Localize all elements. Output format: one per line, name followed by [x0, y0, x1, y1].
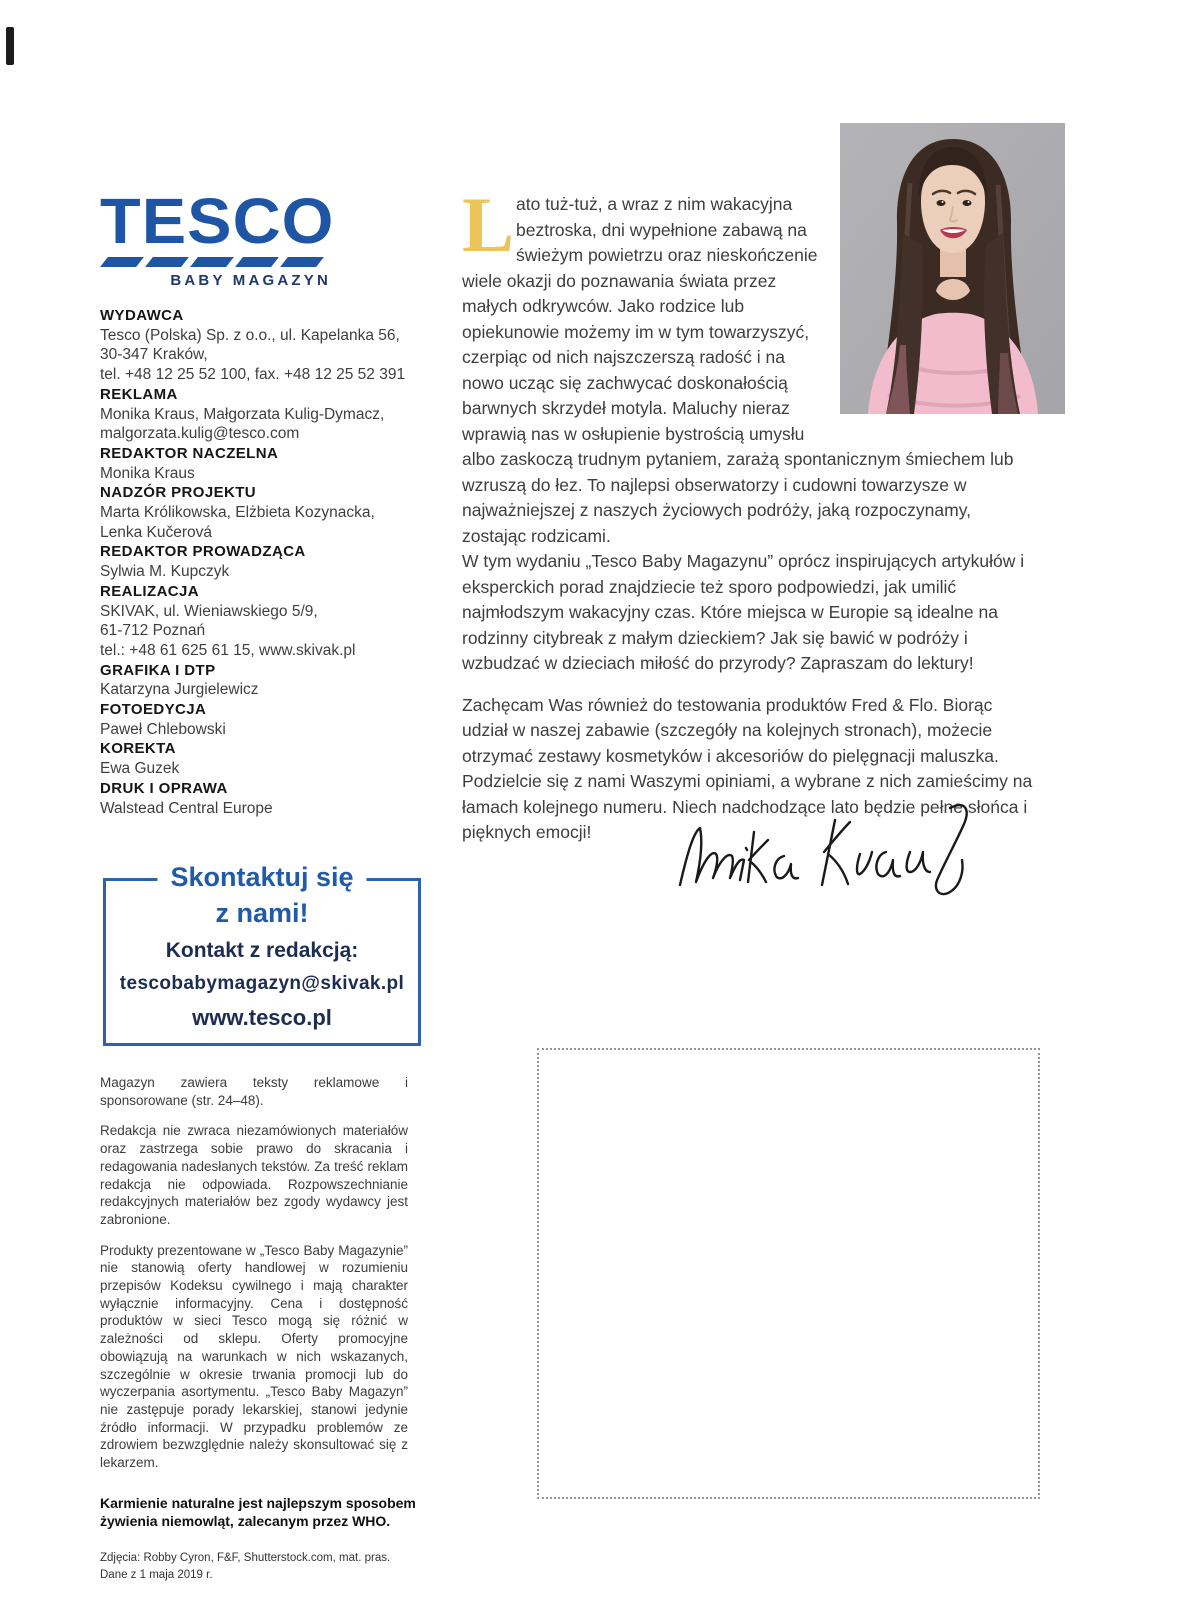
masthead-section-realizacja [100, 582, 432, 661]
woman-portrait-illustration [840, 123, 1065, 414]
editor-portrait-photo [840, 123, 1065, 414]
masthead-section-redaktor-naczelna [100, 444, 432, 483]
masthead-line: 61-712 Poznań [100, 622, 206, 640]
dropcap-letter: L [462, 181, 515, 268]
contact-box [103, 862, 421, 1046]
masthead [100, 306, 432, 818]
legal-fine-print [100, 1074, 416, 1584]
masthead-line: malgorzata.kulig@tesco.com [100, 425, 300, 443]
masthead-section-reklama [100, 385, 432, 444]
masthead-label: GRAFIKA I DTP [100, 661, 216, 679]
tesco-wordmark: TESCO [100, 185, 335, 257]
masthead-section-fotoedycja [100, 700, 432, 739]
masthead-section-korekta [100, 739, 432, 778]
editorial-text: ato tuż-tuż, a wraz z nim wakacyjna beztroska, dni wypełnione zabawą na świeżym powietrzu oraz nieskończenie wiele okazji do poznawania świata przez małych odkrywców. Jako rodzice lub opiekunowie możemy im w tym towarzyszyć, czerpiąc od nich najszczerszą radość i na nowo ucząc się zachwycać doskonałością barwnych skrzydeł motyla. Maluchy nieraz wprawią nas w osłupienie bystrością umysłu albo zaskoczą trudnym pytaniem, zarażą spontanicznym śmiechem lub wzruszą do łez. To najlepsi obserwatorzy i cudowni towarzysze w najważniejszej z naszych życiowych podróży, jaką rozpoczynamy, zostając rodzicami. [462, 194, 1014, 546]
tesco-website-link: www.tesco.pl [192, 1005, 332, 1030]
masthead-label: KOREKTA [100, 740, 176, 758]
contact-box-subtitle: Kontakt z redakcją: [165, 939, 359, 962]
masthead-section-druk [100, 779, 432, 818]
masthead-line: Walstead Central Europe [100, 799, 273, 817]
masthead-label: FOTOEDYCJA [100, 701, 207, 719]
masthead-label: WYDAWCA [100, 307, 184, 324]
signature-monika-kraus [650, 790, 990, 922]
signature-icon [650, 790, 990, 922]
masthead-line: Marta Królikowska, Elżbieta Kozynacka, [100, 504, 375, 522]
dash-icon [100, 257, 144, 267]
masthead-label: REALIZACJA [100, 582, 200, 600]
logo-subtitle: BABY MAGAZYN [170, 272, 331, 289]
dash-icon [280, 257, 324, 267]
legal-paragraph: Produkty prezentowane w „Tesco Baby Magazynie” nie stanowią oferty handlowej w rozumieniu przepisów Kodeksu cywilnego i mają charakter wyłącznie informacyjny. Cena i dostępność produktów w sieci Tesco mogą się różnić w zależności od sklepu. Oferty promocyjne obowiązują na warunkach w nich wskazanych, szczególnie w okresie trwania promocji lub do wyczerpania asortymentu. „Tesco Baby Magazyn” nie zastępuje porady lekarskiej, stanowi jedynie źródło informacji. W przypadku problemów ze zdrowiem bezwzględnie należy skonsultować się z lekarzem. [100, 1242, 408, 1471]
editorial-paragraph-1b [462, 549, 1040, 677]
data-validity-note: Dane z 1 maja 2019 r. [100, 1568, 213, 1581]
scan-artifact [6, 27, 14, 65]
legal-paragraph: Redakcja nie zwraca niezamówionych materiałów oraz zastrzega sobie prawo do skracania i redagowania nadesłanych tekstów. Za treść reklam redakcja nie odpowiada. Rozpowszechnianie redakcyjnych materiałów bez zgody wydawcy jest zabronione. [100, 1123, 408, 1227]
who-breastfeeding-note: Karmienie naturalne jest najlepszym sposobem żywienia niemowląt, zalecanym przez WHO. [100, 1494, 416, 1530]
dash-icon [145, 257, 189, 267]
dash-icon [235, 257, 279, 267]
masthead-line: Monika Kraus, Małgorzata Kulig-Dymacz, [100, 405, 385, 423]
masthead-line: Monika Kraus [100, 464, 195, 482]
masthead-section-grafika [100, 661, 432, 700]
masthead-label: DRUK I OPRAWA [100, 779, 228, 797]
masthead-line: 30-347 Kraków, [100, 346, 208, 364]
dashed-coupon-box [537, 1048, 1040, 1499]
masthead-line: Lenka Kučerová [100, 523, 213, 541]
masthead-label: REDAKTOR PROWADZĄCA [100, 543, 306, 561]
contact-box-title-line2: z nami! [215, 898, 309, 928]
editorial-text: W tym wydaniu „Tesco Baby Magazynu” oprócz inspirujących artykułów i eksperckich porad znajdziecie też sporo podpowiedzi, jak umilić najmłodszym wakacyjny czas. Które miejsca w Europie są idealne na rodzinny citybreak z małym dzieckiem? Jak się bawić w podróży i wzbudzać w dzieciach miłość do przyrody? Zapraszam do lektury! [462, 551, 1025, 673]
legal-paragraph: Magazyn zawiera teksty reklamowe i sponsorowane (str. 24–48). [100, 1075, 408, 1108]
tesco-dashes [104, 257, 330, 267]
masthead-line: Tesco (Polska) Sp. z o.o., ul. Kapelanka 56, [100, 326, 400, 344]
contact-box-title: Skontaktuj się [157, 862, 366, 893]
masthead-label: NADZÓR PROJEKTU [100, 484, 257, 502]
masthead-line: tel. +48 12 25 52 100, fax. +48 12 25 52 391 [100, 366, 406, 384]
contact-email: tescobabymagazyn@skivak.pl [119, 973, 405, 994]
tesco-baby-magazyn-logo [100, 185, 335, 289]
masthead-line: Paweł Chlebowski [100, 720, 226, 738]
masthead-line: SKIVAK, ul. Wieniawskiego 5/9, [100, 602, 318, 620]
masthead-section-wydawca [100, 306, 432, 385]
masthead-label: REKLAMA [100, 385, 178, 403]
masthead-line: tel.: +48 61 625 61 15, www.skivak.pl [100, 641, 356, 659]
dash-icon [190, 257, 234, 267]
editorial-text: Zachęcam Was również do testowania produktów Fred & Flo. Biorąc udział w naszej zabawie (szczegóły na kolejnych stronach), możecie otrzymać zestawy kosmetyków i akcesoriów do pielęgnacji maluszka. Podzielcie się z nami Waszymi opiniami, a wybrane z nich zamieścimy na łamach kolejnego numeru. Niech nadchodzące lato będzie pełne słońca i pięknych emocji! [462, 694, 1033, 842]
masthead-line: Ewa Guzek [100, 760, 180, 778]
photo-credits: Zdjęcia: Robby Cyron, F&F, Shutterstock.com, mat. pras. [100, 1551, 391, 1564]
masthead-section-redaktor-prowadzaca [100, 542, 432, 581]
masthead-line: Katarzyna Jurgielewicz [100, 681, 259, 699]
masthead-label: REDAKTOR NACZELNA [100, 444, 279, 462]
masthead-line: Sylwia M. Kupczyk [100, 563, 230, 581]
masthead-section-nadzor-projektu [100, 483, 432, 542]
